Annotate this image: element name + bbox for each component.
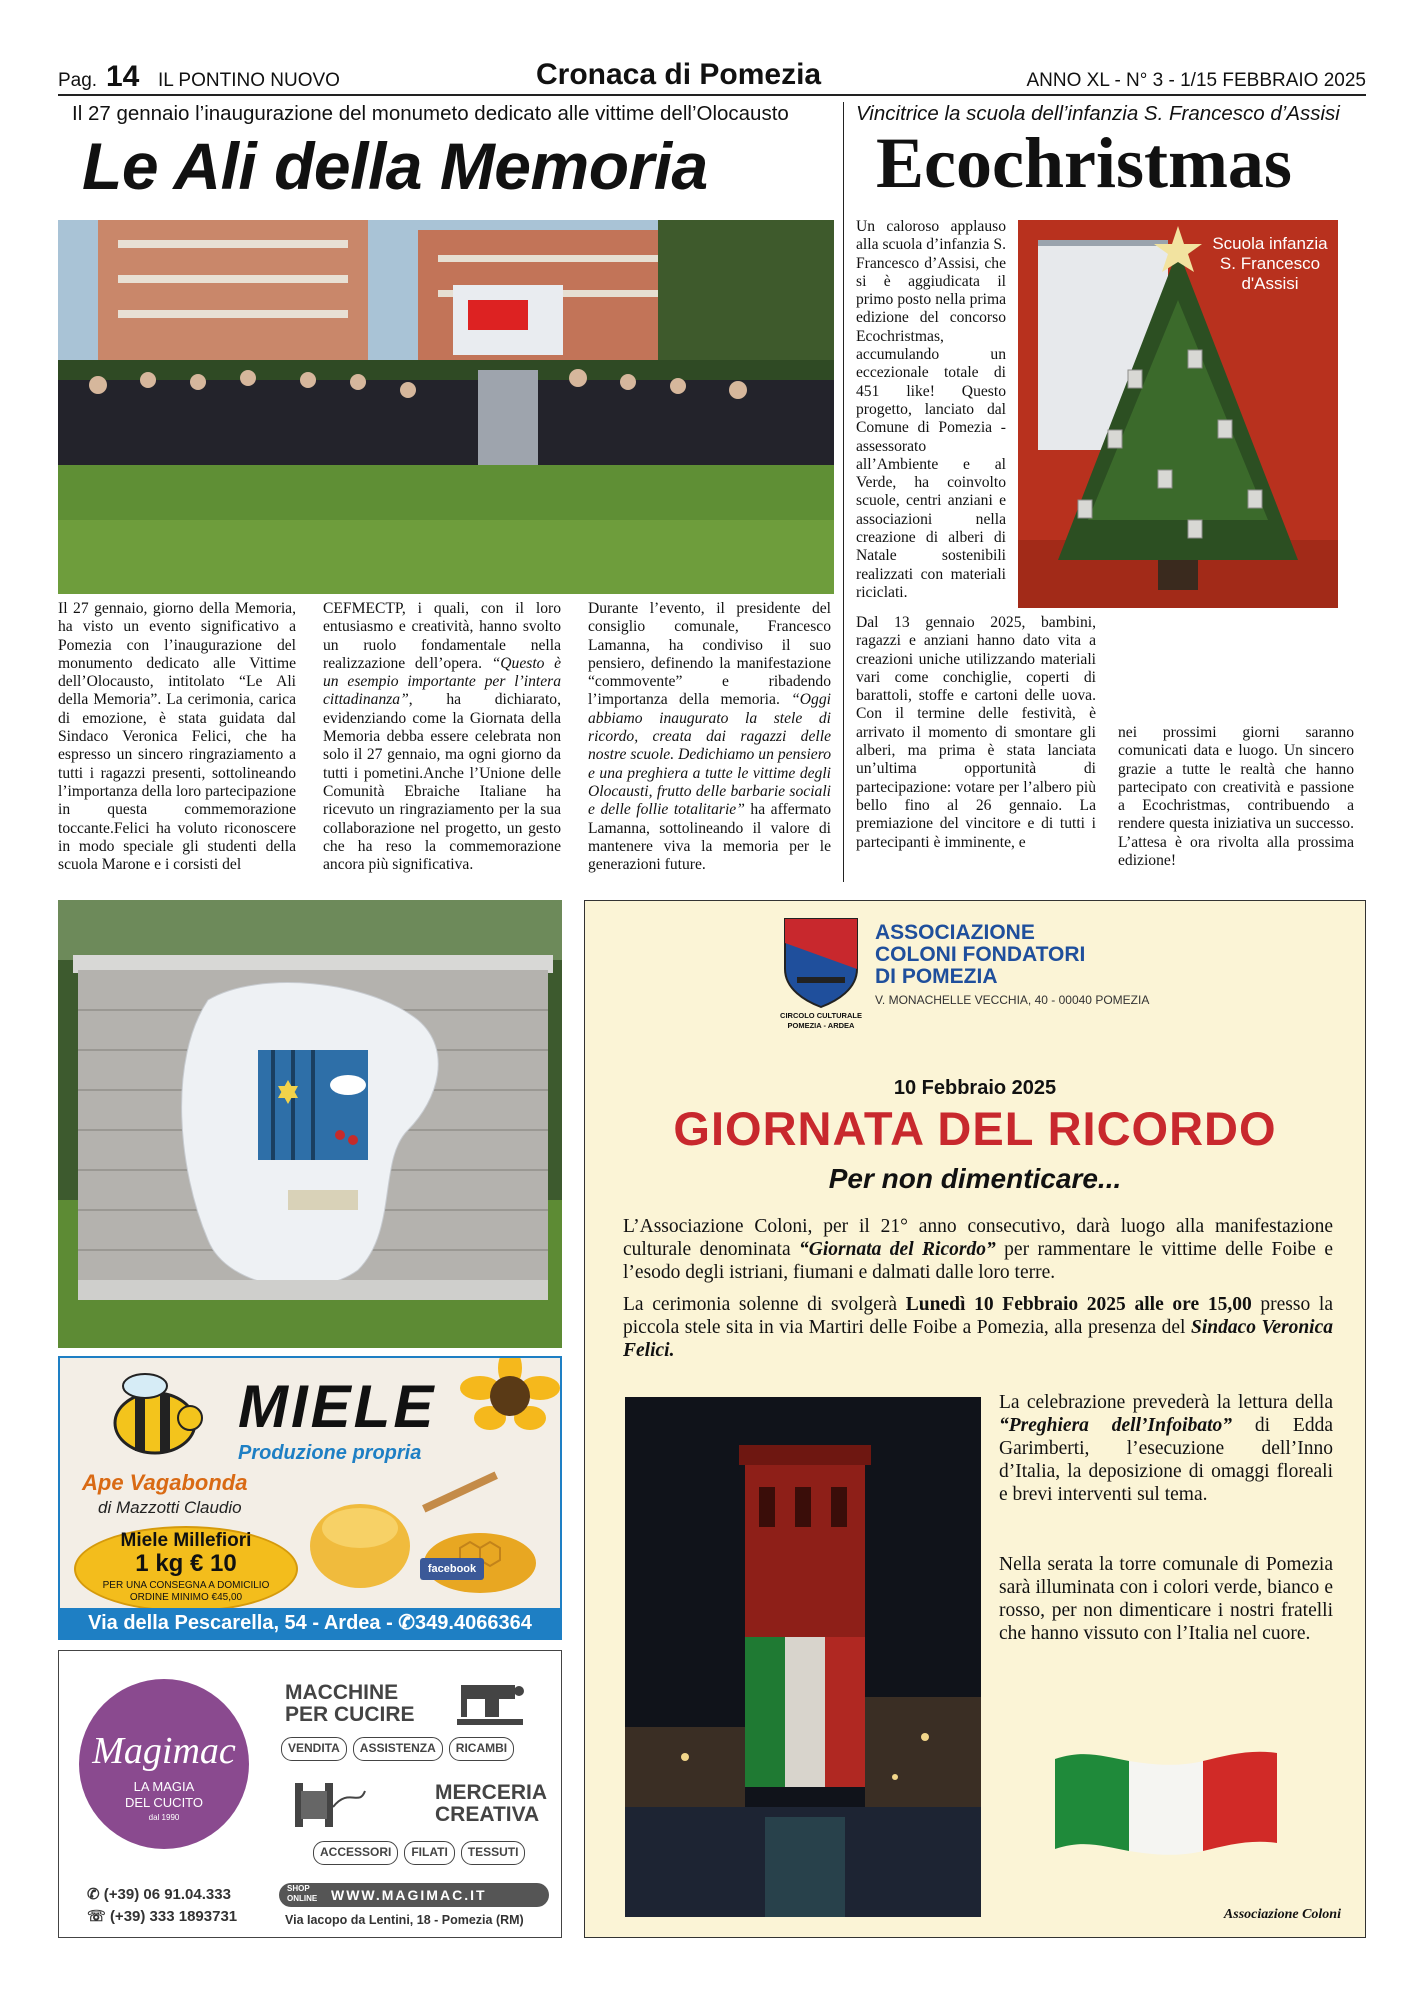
magimac-phone-row <box>87 1885 231 1903</box>
magimac-tag-vendita: VENDITA <box>281 1737 347 1761</box>
magimac-logo-since: dal 1990 <box>148 1813 180 1822</box>
coloni-p2-bold: Lunedì 10 Febbraio 2025 alle ore 15,00 <box>905 1294 1252 1315</box>
whatsapp-icon: ☏ <box>87 1908 106 1925</box>
left-article-col3 <box>588 600 831 880</box>
miele-delivery-1: PER UNA CONSEGNA A DOMICILIO <box>102 1580 270 1591</box>
coloni-shield-logo-icon <box>781 913 861 1009</box>
magimac-tags-row-1 <box>281 1737 551 1761</box>
monument-photo <box>58 900 562 1348</box>
magimac-shop-label-1: SHOP <box>287 1884 310 1893</box>
coloni-signature: Associazione Coloni <box>1223 1907 1341 1922</box>
issue-info: ANNO XL - N° 3 - 1/15 FEBBRAIO 2025 <box>1026 70 1366 91</box>
column-divider <box>843 102 844 882</box>
ecochristmas-wide-paragraph-2: nei prossimi giorni saranno comunicati data e luogo. Un sincero grazie a tutte le realtà che hanno partecipato con creatività e passione a Ecochristmas, contribuendo a rendere questa iniziativa un successo. L’attesa è ora rivolta alla prossima edizione! <box>1118 724 1354 870</box>
coloni-paragraph-2 <box>623 1293 1333 1362</box>
coloni-org-3: DI POMEZIA <box>875 965 998 988</box>
coloni-circle-2: POMEZIA - ARDEA <box>787 1021 855 1030</box>
magimac-tag-filati: FILATI <box>404 1841 454 1865</box>
magimac-tag-assistenza: ASSISTENZA <box>353 1737 443 1761</box>
coloni-org-2: COLONI FONDATORI <box>875 943 1086 966</box>
magimac-heading1-b: PER CUCIRE <box>285 1703 415 1726</box>
left-article-col2 <box>323 600 561 880</box>
left-col3-text <box>588 600 831 874</box>
left-col2-a: CEFMECTP, i quali, con il loro entusiasmo e creatività, hanno svolto un ruolo fondamentale nella realizzazione dell’opera. <box>323 600 561 672</box>
miele-ad <box>58 1356 562 1640</box>
miele-price: 1 kg € 10 <box>135 1550 237 1577</box>
magimac-logo-sub-1: LA MAGIA <box>133 1779 195 1794</box>
ecochristmas-narrow-text <box>856 218 1006 608</box>
coloni-p2-b: presso la piccola stele sita in via Martiri delle Foibe a Pomezia, alla presenza del <box>623 1294 1333 1338</box>
magimac-website[interactable]: WWW.MAGIMAC.IT <box>331 1887 487 1903</box>
miele-maker-sub: di Mazzotti Claudio <box>98 1498 242 1517</box>
page-header <box>58 58 1366 94</box>
left-col2-quote: “Questo è un esempio importante per l’intera cittadinanza” <box>323 654 561 709</box>
section-title: Cronaca di Pomezia <box>536 58 822 91</box>
magimac-address: Via Iacopo da Lentini, 18 - Pomezia (RM) <box>285 1913 524 1927</box>
coloni-org-1: ASSOCIAZIONE <box>875 921 1035 944</box>
right-headline: Ecochristmas <box>876 123 1292 203</box>
magimac-tags-row-2 <box>313 1841 553 1865</box>
inauguration-photo <box>58 220 834 594</box>
left-col3-a: Durante l’evento, il presidente del consiglio comunale, Francesco Lamanna, ha condiviso il suo pensiero, definendo la manifestazione “commovente” e ribadendo l’importanza della memoria. <box>588 600 831 709</box>
right-kicker: Vincitrice la scuola dell’infanzia S. Francesco d’Assisi <box>856 102 1340 125</box>
ecochristmas-wide-paragraph-1: Dal 13 gennaio 2025, bambini, ragazzi e anziani hanno dato vita a creazioni uniche utilizzando materiali vari come conchiglie, coperti di barattoli, stoffe e cartoni delle uova. Con il termine delle festività, è arrivato il momento di smontare gli alberi, ma prima è stata lanciata un’ultima opportunità di partecipazione: votare per l’albero più bello fino al 26 gennaio. La premiazione del vincitore e di tutti i partecipanti è imminente, e <box>856 614 1096 851</box>
ecochristmas-col-b <box>1118 724 1354 884</box>
magimac-heading1-a: MACCHINE <box>285 1681 399 1704</box>
coloni-p2-em: Sindaco Veronica Felici. <box>623 1317 1333 1361</box>
miele-maker: Ape Vagabonda <box>82 1470 248 1495</box>
miele-brand: MIELE <box>238 1373 437 1440</box>
coloni-paragraph-4 <box>999 1553 1333 1645</box>
magimac-logo: Magimac <box>92 1730 236 1772</box>
thread-spool-icon <box>289 1777 369 1833</box>
coloni-title: GIORNATA DEL RICORDO <box>673 1102 1277 1155</box>
left-kicker: Il 27 gennaio l’inaugurazione del monumeto dedicato alle vittime dell’Olocausto <box>72 102 789 125</box>
paper-name: IL PONTINO NUOVO <box>158 70 340 91</box>
ecochristmas-narrow-paragraph: Un caloroso applauso alla scuola d’infanzia S. Francesco d’Assisi, che si è aggiudicata il primo posto nella prima edizione del concorso Ecochristmas, accumulando un eccezionale totale di 451 like! Questo progetto, lanciato dal Comune di Pomezia - assessorato all’Ambiente e al Verde, ha coinvolto scuole, centri anziani e associazioni nella creazione di alberi di Natale sostenibili realizzati con materiali riciclati. <box>856 218 1006 601</box>
coloni-paragraph-3 <box>999 1391 1333 1506</box>
miele-product: Miele Millefiori <box>120 1530 252 1551</box>
magimac-tag-accessori: ACCESSORI <box>313 1841 398 1865</box>
coloni-p1-a: L’Associazione Coloni, per il 21° anno consecutivo, darà luogo alla manifestazione culturale denominata <box>623 1216 1333 1260</box>
coloni-org-address: V. MONACHELLE VECCHIA, 40 - 00040 POMEZIA <box>875 993 1150 1007</box>
sunflower-icon <box>440 1358 562 1448</box>
left-col2-b: , ha dichiarato, evidenziando come la Giornata della Memoria debba essere celebrata non solo il 27 gennaio, ma ogni giorno da tutti i pometini.Anche l’Unione delle Comunità Ebraiche Italiane ha ricevuto un ringraziamento per la sua collaborazione nel progetto, un gesto che ha reso la commemorazione ancora più significativa. <box>323 691 561 874</box>
coloni-p2-a: La cerimonia solenne di svolgerà <box>623 1294 906 1315</box>
left-col3-quote: “Oggi abbiamo inaugurato la stele di ricordo, creata dai ragazzi delle nostre scuole. Dedichiamo un pensiero e una preghiera a tutte le vittime degli Olocausti, frutto delle barbarie sociali e delle follie totalitarie” <box>588 691 831 819</box>
magimac-logo-sub-2: DEL CUCITO <box>124 1795 203 1810</box>
left-article-col1 <box>58 600 296 880</box>
coloni-p3-b: di Edda Garimberti, l’esecuzione dell’Inno d’Italia, la deposizione di omaggi floreali e brevi interventi sul tema. <box>999 1415 1333 1505</box>
bee-icon <box>90 1368 210 1468</box>
coloni-ad <box>584 900 1366 1938</box>
coloni-circle-1: CIRCOLO CULTURALE <box>780 1011 862 1020</box>
miele-delivery-2: ORDINE MINIMO €45,00 <box>129 1592 243 1603</box>
page-label: Pag. <box>58 70 98 91</box>
magimac-tag-ricambi: RICAMBI <box>449 1737 514 1761</box>
coloni-date: 10 Febbraio 2025 <box>893 1077 1057 1099</box>
facebook-badge[interactable]: facebook <box>420 1558 484 1580</box>
coloni-p4: Nella serata la torre comunale di Pomezia sarà illuminata con i colori verde, bianco e rosso, per non dimenticare i nostri fratelli che hanno vissuto con l’Italia nel cuore. <box>999 1554 1333 1644</box>
magimac-shop-label-2: ONLINE <box>287 1894 318 1903</box>
tower-photo <box>625 1397 981 1917</box>
header-rule <box>58 94 1366 96</box>
magimac-tag-tessuti: TESSUTI <box>461 1841 526 1865</box>
page-number: 14 <box>106 60 140 93</box>
miele-footer: Via della Pescarella, 54 - Ardea - ✆349.4066364 <box>60 1608 560 1638</box>
magimac-heading2-b: CREATIVA <box>435 1803 540 1826</box>
coloni-p3-em: “Preghiera dell’Infoibato” <box>999 1415 1233 1436</box>
magimac-whatsapp-row <box>87 1907 237 1925</box>
italian-flag-icon <box>1055 1739 1277 1859</box>
phone-icon: ✆ <box>87 1886 100 1903</box>
left-col3-b: ha affermato Lamanna, sottolineando il valore di mantenere viva la memoria per le generazioni future. <box>588 801 831 874</box>
tree-photo-caption: Scuola infanzia S. Francesco d'Assisi <box>1212 234 1328 293</box>
left-headline: Le Ali della Memoria <box>82 129 708 203</box>
coloni-paragraph-1 <box>623 1215 1333 1284</box>
left-col2-text <box>323 600 561 874</box>
sewing-machine-icon <box>455 1677 525 1729</box>
coloni-p3-a: La celebrazione prevederà la lettura della <box>999 1392 1333 1413</box>
miele-tagline: Produzione propria <box>238 1442 422 1464</box>
coloni-subtitle: Per non dimenticare... <box>828 1163 1122 1194</box>
ecochristmas-col-a <box>856 614 1096 884</box>
left-col1-text: Il 27 gennaio, giorno della Memoria, ha visto un evento significativo a Pomezia con l’inaugurazione del monumento dedicato alle Vittime dell’Olocausto, intitolato “Le Ali della Memoria”. La cerimonia, carica di emozione, è stata guidata dal Sindaco Veronica Felici, che ha espresso un sincero ringraziamento a tutti i ragazzi presenti, sottolineando l’importanza della loro partecipazione in questa commemorazione toccante.Felici ha voluto riconoscere in modo speciale gli studenti della scuola Marone e i corsisti del <box>58 600 296 874</box>
magimac-heading2-a: MERCERIA <box>435 1781 548 1804</box>
magimac-phone: (+39) 06 91.04.333 <box>103 1886 231 1903</box>
coloni-p1-b: per rammentare le vittime delle Foibe e l’esodo degli istriani, fiumani e dalmati dalle loro terre. <box>623 1239 1334 1283</box>
magimac-whatsapp: (+39) 333 1893731 <box>109 1908 238 1925</box>
coloni-p1-em: “Giornata del Ricordo” <box>799 1239 996 1260</box>
magimac-ad <box>58 1650 562 1938</box>
